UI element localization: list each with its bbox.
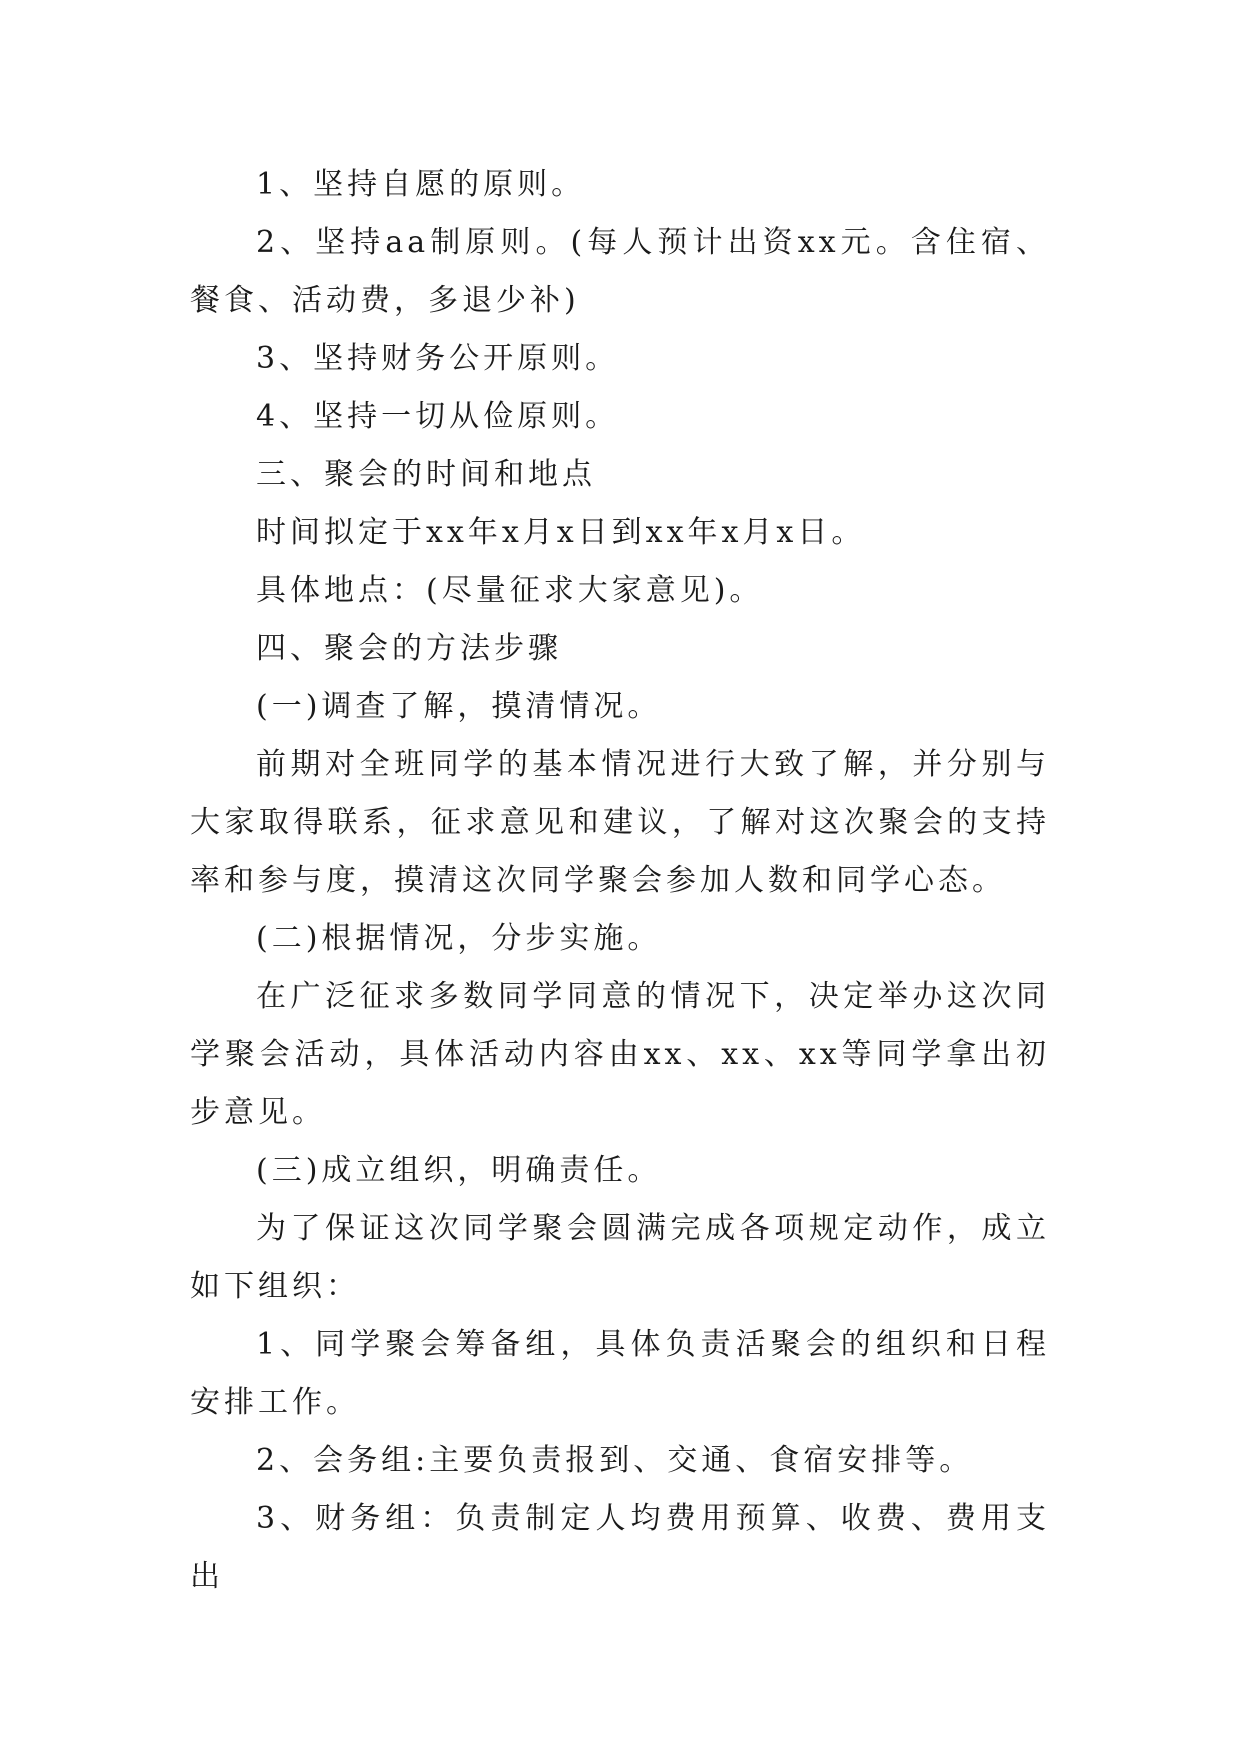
list-item-finance-group: 3、财务组：负责制定人均费用预算、收费、费用支出 (190, 1501, 1050, 1594)
paragraph-principle-finance: 3、坚持财务公开原则。 (256, 341, 620, 376)
paragraph-place: 具体地点：(尽量征求大家意见)。 (256, 573, 764, 608)
paragraph-implement: 在广泛征求多数同学同意的情况下，决定举办这次同学聚会活动，具体活动内容由xx、xx、xx等同学拿出初步意见。 (190, 979, 1050, 1130)
subheading-implement: (二)根据情况，分步实施。 (256, 921, 662, 956)
paragraph-organization: 为了保证这次同学聚会圆满完成各项规定动作，成立如下组织： (190, 1211, 1050, 1304)
section-heading-methods: 四、聚会的方法步骤 (256, 631, 562, 666)
paragraph-time: 时间拟定于xx年x月x日到xx年x月x日。 (256, 515, 866, 550)
paragraph-principle-voluntary: 1、坚持自愿的原则。 (256, 167, 586, 202)
subheading-survey: (一)调查了解，摸清情况。 (256, 689, 662, 724)
paragraph-survey: 前期对全班同学的基本情况进行大致了解，并分别与大家取得联系，征求意见和建议，了解对这次聚会的支持率和参与度，摸清这次同学聚会参加人数和同学心态。 (190, 747, 1050, 898)
paragraph-principle-frugal: 4、坚持一切从俭原则。 (256, 399, 620, 434)
list-item-affairs-group: 2、会务组:主要负责报到、交通、食宿安排等。 (256, 1443, 974, 1478)
document-body (190, 156, 1050, 1606)
list-item-preparation-group: 1、同学聚会筹备组，具体负责活聚会的组织和日程安排工作。 (190, 1327, 1050, 1420)
subheading-organization: (三)成立组织，明确责任。 (256, 1153, 662, 1188)
paragraph-principle-aa: 2、坚持aa制原则。(每人预计出资xx元。含住宿、餐食、活动费，多退少补) (190, 225, 1050, 318)
section-heading-time-place: 三、聚会的时间和地点 (256, 457, 596, 492)
